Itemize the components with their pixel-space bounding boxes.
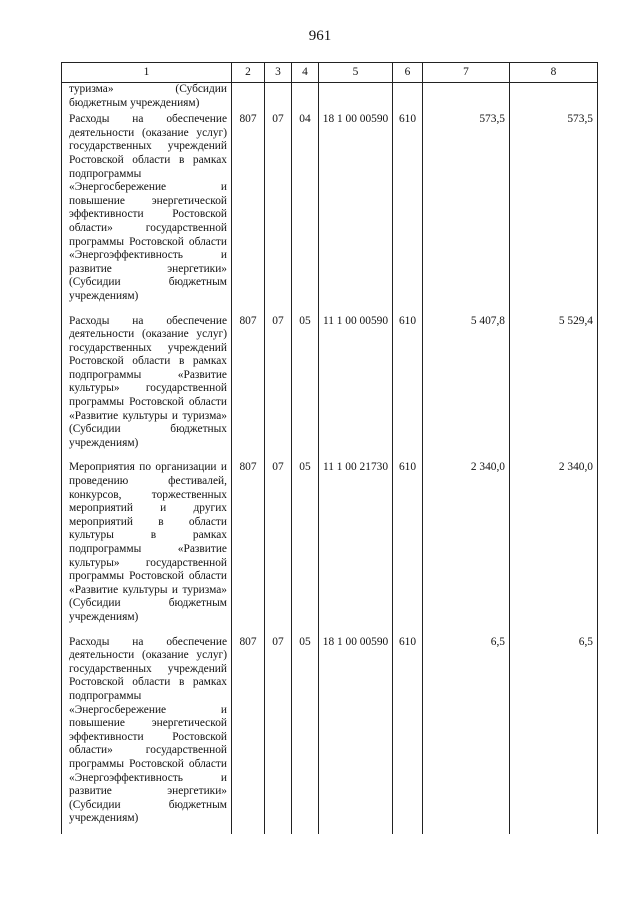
ministry-code: 807 <box>232 110 265 311</box>
row-description: Расходы на обеспечение деятельности (оказание услуг) государственных учреждений Ростовской области в рамках подпрограммы «Развитие культуры» государственной программы Ростовской области «Развитие культуры и туризма» (Субсидии бюджетных учреждениям) <box>62 312 232 459</box>
amount-year-1: 573,5 <box>423 110 510 311</box>
section-code: 07 <box>265 312 292 459</box>
target-article-code: 11 1 00 00590 <box>319 312 393 459</box>
expense-type-code: 610 <box>393 458 423 632</box>
ministry-code: 807 <box>232 312 265 459</box>
column-header: 2 <box>232 63 265 83</box>
continuation-text: туризма» (Субсидии бюджетным учреждениям) <box>62 83 232 111</box>
row-description: Мероприятия по организации и проведению фестивалей, конкурсов, торжественных мероприятий и других мероприятий в области культуры в рамках подпрограммы «Развитие культуры» государственной программы Ростовской области «Развитие культуры и туризма» (Субсидии бюджетным учреждениям) <box>62 458 232 632</box>
subsection-code: 05 <box>292 633 319 834</box>
table-row <box>62 110 598 311</box>
target-article-code: 11 1 00 21730 <box>319 458 393 632</box>
column-header: 8 <box>510 63 598 83</box>
amount-year-2: 573,5 <box>510 110 598 311</box>
amount-year-1: 5 407,8 <box>423 312 510 459</box>
amount-year-1: 2 340,0 <box>423 458 510 632</box>
page-number: 961 <box>308 28 332 44</box>
amount-year-2: 5 529,4 <box>510 312 598 459</box>
table-row <box>62 458 598 632</box>
amount-year-1: 6,5 <box>423 633 510 834</box>
column-header: 6 <box>393 63 423 83</box>
column-header: 3 <box>265 63 292 83</box>
subsection-code: 05 <box>292 312 319 459</box>
column-header: 5 <box>319 63 393 83</box>
subsection-code: 04 <box>292 110 319 311</box>
amount-year-2: 6,5 <box>510 633 598 834</box>
column-header: 7 <box>423 63 510 83</box>
continuation-row <box>62 83 598 111</box>
expense-type-code: 610 <box>393 633 423 834</box>
ministry-code: 807 <box>232 458 265 632</box>
column-header: 1 <box>62 63 232 83</box>
table-row <box>62 312 598 459</box>
section-code: 07 <box>265 458 292 632</box>
target-article-code: 18 1 00 00590 <box>319 110 393 311</box>
section-code: 07 <box>265 633 292 834</box>
budget-table <box>61 62 598 834</box>
column-header: 4 <box>292 63 319 83</box>
ministry-code: 807 <box>232 633 265 834</box>
row-description: Расходы на обеспечение деятельности (оказание услуг) государственных учреждений Ростовской области в рамках подпрограммы «Энергосбережение и повышение энергетической эффективности Ростовской области» государственной программы Ростовской области «Энергоэффективность и развитие энергетики» (Субсидии бюджетным учреждениям) <box>62 633 232 834</box>
target-article-code: 18 1 00 00590 <box>319 633 393 834</box>
table-header-row <box>62 63 598 83</box>
amount-year-2: 2 340,0 <box>510 458 598 632</box>
table-row <box>62 633 598 834</box>
expense-type-code: 610 <box>393 312 423 459</box>
subsection-code: 05 <box>292 458 319 632</box>
expense-type-code: 610 <box>393 110 423 311</box>
section-code: 07 <box>265 110 292 311</box>
row-description: Расходы на обеспечение деятельности (оказание услуг) государственных учреждений Ростовской области в рамках подпрограммы «Энергосбережение и повышение энергетической эффективности Ростовской области» государственной программы Ростовской области «Энергоэффективность и развитие энергетики» (Субсидии бюджетным учреждениям) <box>62 110 232 311</box>
